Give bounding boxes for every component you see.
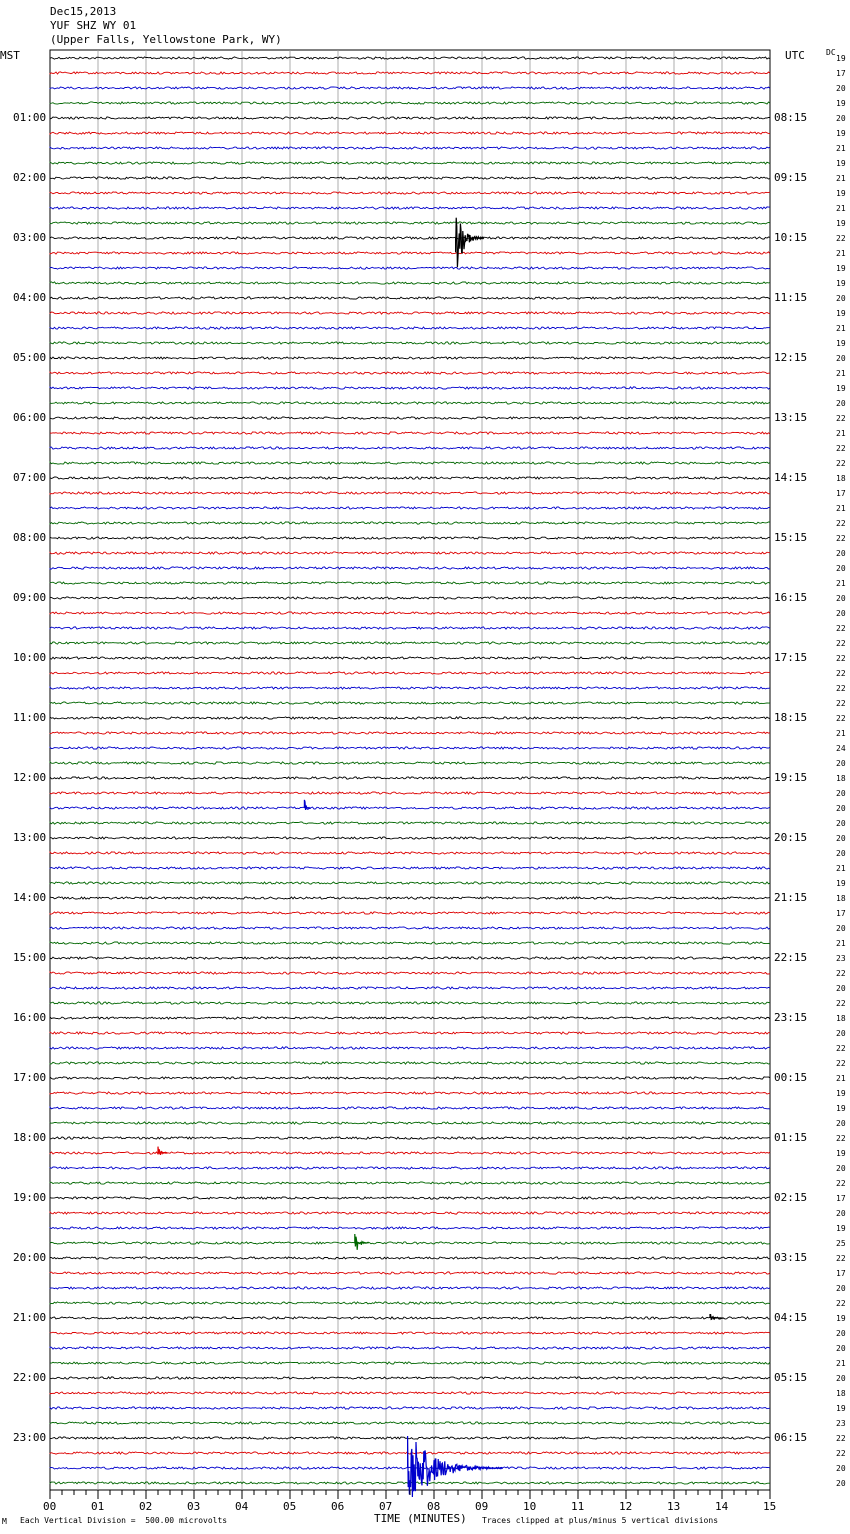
mst-hour-label: 12:00: [13, 771, 47, 784]
seismic-trace: [50, 192, 770, 194]
x-tick-label: 10: [523, 1500, 537, 1513]
seismic-trace: [50, 177, 770, 179]
utc-hour-label: 20:15: [774, 831, 808, 844]
seismic-trace: [50, 1092, 770, 1094]
dc-offset-value: 19: [836, 1224, 846, 1233]
seismic-trace: [50, 1422, 770, 1424]
dc-offset-value: 20: [836, 834, 846, 843]
dc-offset-value: 22: [836, 684, 846, 693]
seismic-trace: [50, 1257, 770, 1259]
seismic-trace: [50, 627, 770, 629]
dc-offset-value: 20: [836, 1119, 846, 1128]
seismic-trace: [50, 1347, 770, 1349]
dc-offset-value: 22: [836, 999, 846, 1008]
utc-hour-label: 14:15: [774, 471, 808, 484]
dc-offset-value: 22: [836, 534, 846, 543]
mst-hour-label: 13:00: [13, 831, 47, 844]
mst-hour-label: 11:00: [13, 711, 47, 724]
seismic-trace: [50, 912, 770, 914]
seismic-trace: [50, 882, 770, 884]
seismic-trace: [50, 282, 770, 284]
seismic-trace: [50, 927, 770, 929]
dc-offset-value: 22: [836, 1299, 846, 1308]
dc-offset-value: 22: [836, 1179, 846, 1188]
seismic-trace: [50, 1392, 770, 1394]
seismic-trace: [50, 1122, 770, 1124]
mst-hour-label: 03:00: [13, 231, 47, 244]
dc-offset-value: 20: [836, 984, 846, 993]
utc-hour-label: 11:15: [774, 291, 808, 304]
seismic-trace: [50, 972, 770, 974]
seismic-trace: [50, 492, 770, 494]
seismic-trace: [50, 147, 770, 149]
dc-offset-value: 18: [836, 474, 846, 483]
dc-offset-value: 20: [836, 549, 846, 558]
utc-hour-label: 03:15: [774, 1251, 808, 1264]
mst-hour-label: 14:00: [13, 891, 47, 904]
x-tick-label: 11: [571, 1500, 585, 1513]
dc-offset-value: 22: [836, 1059, 846, 1068]
dc-offset-value: 17: [836, 69, 846, 78]
earthquake-signal: [304, 800, 311, 810]
dc-offset-value: 20: [836, 1164, 846, 1173]
dc-offset-value: 18: [836, 1014, 846, 1023]
seismic-trace: [50, 897, 770, 899]
dc-offset-value: 24: [836, 744, 846, 753]
dc-offset-value: 21: [836, 174, 846, 183]
dc-offset-value: 20: [836, 594, 846, 603]
seismic-trace: [50, 72, 770, 74]
utc-hour-label: 18:15: [774, 711, 808, 724]
dc-offset-value: 20: [836, 84, 846, 93]
seismic-trace: [50, 1332, 770, 1334]
dc-offset-value: 19: [836, 1104, 846, 1113]
dc-offset-value: 20: [836, 1209, 846, 1218]
seismic-trace: [50, 102, 770, 104]
seismic-trace: [50, 1317, 770, 1319]
mst-hour-label: 10:00: [13, 651, 47, 664]
dc-offset-value: 22: [836, 519, 846, 528]
utc-hour-label: 02:15: [774, 1191, 808, 1204]
seismic-trace: [50, 1407, 770, 1409]
dc-offset-value: 17: [836, 489, 846, 498]
dc-offset-value: 20: [836, 564, 846, 573]
mst-hour-label: 04:00: [13, 291, 47, 304]
dc-offset-value: 21: [836, 204, 846, 213]
dc-offset-value: 20: [836, 804, 846, 813]
dc-offset-value: 20: [836, 294, 846, 303]
seismic-trace: [50, 552, 770, 554]
earthquake-signal: [355, 1234, 369, 1250]
utc-hour-label: 13:15: [774, 411, 808, 424]
dc-offset-value: 19: [836, 1089, 846, 1098]
dc-offset-value: 22: [836, 714, 846, 723]
dc-offset-value: 20: [836, 849, 846, 858]
seismic-trace: [50, 387, 770, 389]
utc-hour-label: 19:15: [774, 771, 808, 784]
utc-hour-label: 10:15: [774, 231, 808, 244]
seismic-trace: [50, 327, 770, 329]
dc-offset-value: 20: [836, 759, 846, 768]
dc-offset-value: 19: [836, 339, 846, 348]
seismic-trace: [50, 1272, 770, 1274]
dc-offset-value: 19: [836, 279, 846, 288]
seismic-trace: [50, 1362, 770, 1364]
utc-hour-label: 09:15: [774, 171, 808, 184]
dc-offset-value: 20: [836, 924, 846, 933]
mst-hour-label: 22:00: [13, 1371, 47, 1384]
dc-offset-value: 20: [836, 1029, 846, 1038]
dc-offset-value: 19: [836, 264, 846, 273]
dc-offset-value: 19: [836, 1404, 846, 1413]
seismic-trace: [50, 237, 770, 239]
dc-offset-value: 20: [836, 819, 846, 828]
dc-offset-value: 22: [836, 654, 846, 663]
seismic-trace: [50, 717, 770, 719]
dc-offset-value: 21: [836, 579, 846, 588]
seismic-trace: [50, 1467, 770, 1469]
seismic-trace: [50, 762, 770, 764]
dc-offset-value: 18: [836, 1389, 846, 1398]
mst-hour-label: 20:00: [13, 1251, 47, 1264]
utc-axis-title: UTC: [785, 49, 805, 62]
dc-offset-value: 22: [836, 414, 846, 423]
dc-offset-value: 22: [836, 669, 846, 678]
x-tick-label: 06: [331, 1500, 345, 1513]
dc-offset-value: 21: [836, 864, 846, 873]
dc-offset-value: 20: [836, 609, 846, 618]
utc-hour-label: 12:15: [774, 351, 808, 364]
dc-offset-value: 21: [836, 369, 846, 378]
seismic-trace: [50, 477, 770, 479]
dc-offset-value: 18: [836, 774, 846, 783]
seismic-trace: [50, 672, 770, 674]
seismic-trace: [50, 207, 770, 209]
dc-offset-value: 17: [836, 1194, 846, 1203]
utc-hour-label: 23:15: [774, 1011, 808, 1024]
seismic-trace: [50, 1167, 770, 1169]
seismic-trace: [50, 837, 770, 839]
seismic-trace: [50, 252, 770, 254]
dc-offset-value: 23: [836, 1419, 846, 1428]
mst-hour-label: 09:00: [13, 591, 47, 604]
seismic-trace: [50, 792, 770, 794]
seismic-trace: [50, 1242, 770, 1244]
utc-hour-label: 17:15: [774, 651, 808, 664]
mst-hour-label: 15:00: [13, 951, 47, 964]
mst-hour-label: 19:00: [13, 1191, 47, 1204]
dc-offset-value: 19: [836, 309, 846, 318]
seismic-trace: [50, 507, 770, 509]
dc-offset-value: 19: [836, 99, 846, 108]
seismic-trace: [50, 987, 770, 989]
seismic-trace: [50, 567, 770, 569]
dc-offset-value: 19: [836, 384, 846, 393]
seismic-trace: [50, 1302, 770, 1304]
x-tick-label: 15: [763, 1500, 777, 1513]
utc-hour-label: 22:15: [774, 951, 808, 964]
seismic-trace: [50, 1212, 770, 1214]
utc-hour-label: 21:15: [774, 891, 808, 904]
corner-mark: M: [2, 1517, 7, 1526]
dc-axis-title: DC: [826, 48, 836, 57]
dc-offset-value: 20: [836, 1344, 846, 1353]
dc-offset-value: 21: [836, 939, 846, 948]
dc-offset-value: 21: [836, 324, 846, 333]
seismic-trace: [50, 957, 770, 959]
seismic-trace: [50, 642, 770, 644]
seismic-trace: [50, 162, 770, 164]
seismic-trace: [50, 777, 770, 779]
seismic-trace: [50, 267, 770, 269]
seismic-trace: [50, 1452, 770, 1454]
x-tick-label: 00: [43, 1500, 57, 1513]
mst-hour-label: 21:00: [13, 1311, 47, 1324]
x-tick-label: 07: [379, 1500, 393, 1513]
seismic-trace: [50, 132, 770, 134]
utc-hour-label: 16:15: [774, 591, 808, 604]
utc-hour-label: 08:15: [774, 111, 808, 124]
x-axis-title: TIME (MINUTES): [374, 1512, 467, 1525]
seismic-trace: [50, 447, 770, 449]
dc-offset-value: 20: [836, 1464, 846, 1473]
dc-offset-value: 22: [836, 1434, 846, 1443]
dc-offset-value: 22: [836, 1044, 846, 1053]
seismic-trace: [50, 822, 770, 824]
dc-offset-value: 20: [836, 789, 846, 798]
seismic-trace: [50, 57, 770, 59]
x-tick-label: 05: [283, 1500, 297, 1513]
x-tick-label: 02: [139, 1500, 153, 1513]
scale-note: Each Vertical Division = 500.00 microvolts: [20, 1516, 228, 1525]
seismic-trace: [50, 582, 770, 584]
utc-hour-label: 06:15: [774, 1431, 808, 1444]
mst-hour-label: 06:00: [13, 411, 47, 424]
dc-offset-value: 21: [836, 1359, 846, 1368]
dc-offset-value: 22: [836, 969, 846, 978]
seismic-trace: [50, 1182, 770, 1184]
x-tick-label: 12: [619, 1500, 633, 1513]
dc-offset-value: 20: [836, 354, 846, 363]
seismic-trace: [50, 702, 770, 704]
dc-offset-value: 18: [836, 894, 846, 903]
mst-hour-label: 23:00: [13, 1431, 47, 1444]
dc-offset-value: 19: [836, 1314, 846, 1323]
mst-hour-label: 17:00: [13, 1071, 47, 1084]
dc-offset-value: 20: [836, 114, 846, 123]
seismic-trace: [50, 312, 770, 314]
dc-offset-value: 22: [836, 624, 846, 633]
dc-offset-value: 22: [836, 639, 846, 648]
dc-offset-value: 21: [836, 1074, 846, 1083]
seismic-trace: [50, 117, 770, 119]
seismic-trace: [50, 402, 770, 404]
x-tick-label: 04: [235, 1500, 249, 1513]
dc-offset-value: 19: [836, 879, 846, 888]
dc-offset-value: 21: [836, 504, 846, 513]
dc-offset-value: 20: [836, 1479, 846, 1488]
clip-note: Traces clipped at plus/minus 5 vertical divisions: [482, 1516, 719, 1525]
seismic-trace: [50, 597, 770, 599]
seismic-trace: [50, 1137, 770, 1139]
seismic-trace: [50, 747, 770, 749]
seismic-trace: [50, 1002, 770, 1004]
seismic-trace: [50, 342, 770, 344]
mst-hour-label: 18:00: [13, 1131, 47, 1144]
mst-hour-label: 02:00: [13, 171, 47, 184]
utc-hour-label: 04:15: [774, 1311, 808, 1324]
utc-hour-label: 05:15: [774, 1371, 808, 1384]
seismic-trace: [50, 732, 770, 734]
seismic-trace: [50, 537, 770, 539]
seismic-trace: [50, 1077, 770, 1079]
seismic-trace: [50, 867, 770, 869]
seismic-trace: [50, 942, 770, 944]
dc-offset-value: 17: [836, 909, 846, 918]
dc-offset-value: 22: [836, 459, 846, 468]
dc-offset-value: 17: [836, 1269, 846, 1278]
earthquake-signal: [408, 1436, 503, 1497]
seismic-trace: [50, 357, 770, 359]
seismic-trace: [50, 462, 770, 464]
dc-offset-value: 19: [836, 54, 846, 63]
seismic-trace: [50, 372, 770, 374]
dc-offset-value: 19: [836, 219, 846, 228]
dc-offset-value: 21: [836, 429, 846, 438]
seismic-trace: [50, 657, 770, 659]
x-tick-label: 14: [715, 1500, 729, 1513]
dc-offset-value: 21: [836, 144, 846, 153]
dc-offset-value: 20: [836, 1374, 846, 1383]
mst-hour-label: 07:00: [13, 471, 47, 484]
seismic-trace: [50, 1107, 770, 1109]
seismic-trace: [50, 687, 770, 689]
mst-axis-title: MST: [0, 49, 20, 62]
mst-hour-label: 16:00: [13, 1011, 47, 1024]
dc-offset-value: 20: [836, 1284, 846, 1293]
dc-offset-value: 23: [836, 954, 846, 963]
seismic-trace: [50, 1227, 770, 1229]
dc-offset-value: 19: [836, 189, 846, 198]
earthquake-signal: [456, 218, 484, 268]
seismic-trace: [50, 222, 770, 224]
dc-offset-value: 19: [836, 1149, 846, 1158]
seismic-trace: [50, 612, 770, 614]
dc-offset-value: 22: [836, 444, 846, 453]
seismic-trace: [50, 807, 770, 809]
seismic-trace: [50, 1287, 770, 1289]
seismic-trace: [50, 87, 770, 89]
utc-hour-label: 15:15: [774, 531, 808, 544]
dc-offset-value: 21: [836, 729, 846, 738]
seismic-trace: [50, 1062, 770, 1064]
utc-hour-label: 00:15: [774, 1071, 808, 1084]
seismic-trace: [50, 1047, 770, 1049]
seismic-trace: [50, 1377, 770, 1379]
station-location: (Upper Falls, Yellowstone Park, WY): [50, 33, 282, 46]
dc-offset-value: 25: [836, 1239, 846, 1248]
x-tick-label: 01: [91, 1500, 105, 1513]
dc-offset-value: 22: [836, 699, 846, 708]
dc-offset-value: 20: [836, 1329, 846, 1338]
seismic-trace: [50, 297, 770, 299]
seismic-trace: [50, 432, 770, 434]
dc-offset-value: 22: [836, 1254, 846, 1263]
mst-hour-label: 01:00: [13, 111, 47, 124]
mst-hour-label: 05:00: [13, 351, 47, 364]
dc-offset-value: 19: [836, 159, 846, 168]
mst-hour-label: 08:00: [13, 531, 47, 544]
x-tick-label: 09: [475, 1500, 489, 1513]
plot-date: Dec15,2013: [50, 5, 117, 18]
dc-offset-value: 20: [836, 399, 846, 408]
utc-hour-label: 01:15: [774, 1131, 808, 1144]
seismic-trace: [50, 1437, 770, 1439]
x-tick-label: 13: [667, 1500, 681, 1513]
seismic-trace: [50, 417, 770, 419]
dc-offset-value: 22: [836, 1449, 846, 1458]
dc-offset-value: 19: [836, 129, 846, 138]
dc-offset-value: 22: [836, 234, 846, 243]
seismic-trace: [50, 1017, 770, 1019]
dc-offset-value: 21: [836, 249, 846, 258]
seismic-trace: [50, 852, 770, 854]
plot-frame: [50, 50, 770, 1490]
x-tick-label: 08: [427, 1500, 441, 1513]
seismic-trace: [50, 1032, 770, 1034]
seismic-trace: [50, 1197, 770, 1199]
dc-offset-value: 22: [836, 1134, 846, 1143]
station-code: YUF SHZ WY 01: [50, 19, 137, 32]
seismic-trace: [50, 522, 770, 524]
x-tick-label: 03: [187, 1500, 201, 1513]
